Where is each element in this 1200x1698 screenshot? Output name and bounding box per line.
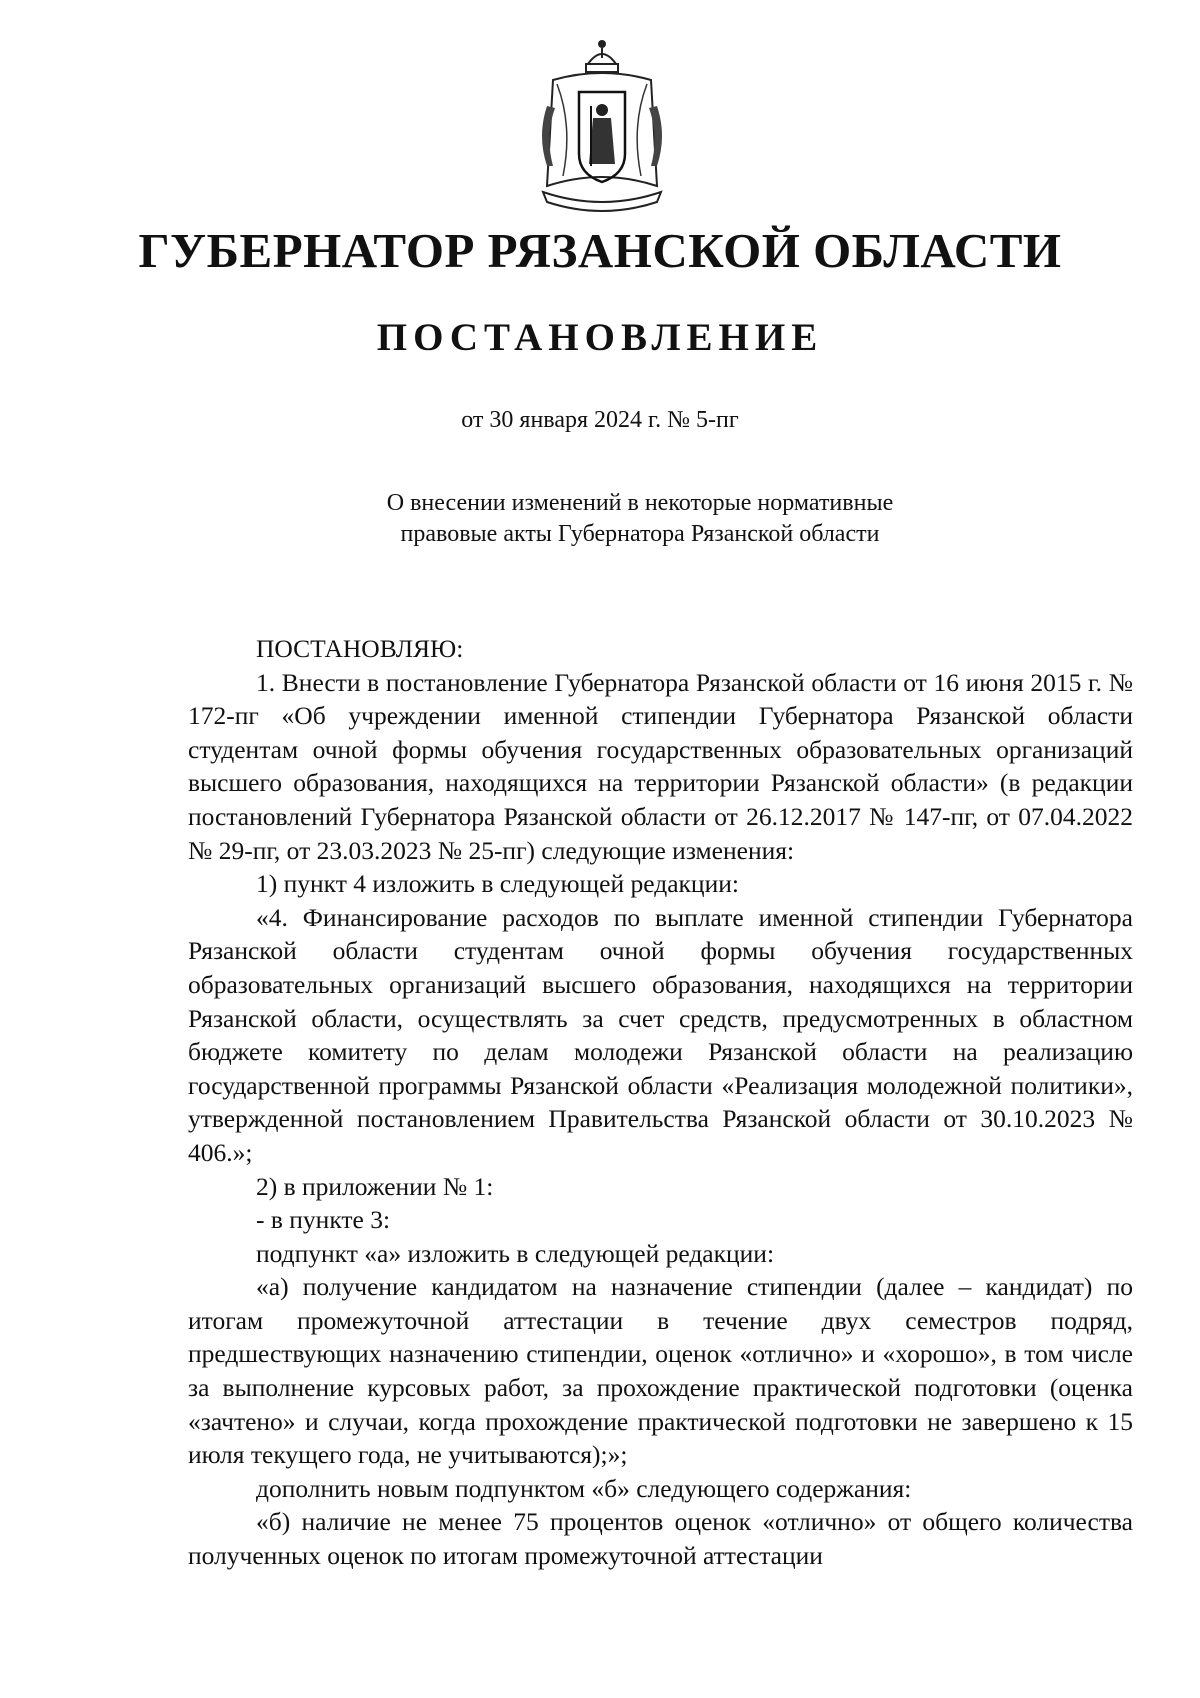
body-paragraph: 1) пункт 4 изложить в следующей редакции: xyxy=(256,869,739,899)
body-paragraph: дополнить новым подпунктом «б» следующего содержания: xyxy=(256,1473,912,1503)
body-paragraph: - в пункте 3: xyxy=(256,1205,391,1235)
ryazan-coat-of-arms-icon xyxy=(533,36,671,216)
subject-line: правовые акты Губернатора Рязанской области xyxy=(400,521,880,547)
body-paragraph: подпункт «а» изложить в следующей редакции: xyxy=(256,1238,775,1268)
body-paragraph: «4. Финансирование расходов по выплате именной стипендии Губернатора Рязанской области студентам очной формы обучения государственных образовательных организаций высшего образования, находящихся на территории Рязанской области, осуществлять за счет средств, предусмотренных в областном бюджете комитету по делам молодежи Рязанской области на реализацию государственной программы Рязанской области «Реализация молодежной политики», утвержденной постановлением Правительства Рязанской области от 30.10.2023 № 406.»; xyxy=(188,902,1133,1167)
issuing-authority-title: ГУБЕРНАТОР РЯЗАНСКОЙ ОБЛАСТИ xyxy=(138,223,1062,278)
body-paragraph: 2) в приложении № 1: xyxy=(256,1171,494,1201)
body-paragraph: 1. Внести в постановление Губернатора Рязанской области от 16 июня 2015 г. № 172-пг «Об учреждении именной стипендии Губернатора Рязанской области студентам очной формы обучения государственных образовательных организаций высшего образования, находящихся на территории Рязанской области» (в редакции постановлений Губернатора Рязанской области от 26.12.2017 № 147-пг, от 07.04.2022 № 29-пг, от 23.03.2023 № 25-пг) следующие изменения: xyxy=(188,667,1133,865)
document-date-number: от 30 января 2024 г. № 5-пг xyxy=(461,407,739,433)
document-subject xyxy=(340,488,940,550)
document-type-title: ПОСТАНОВЛЕНИЕ xyxy=(376,316,824,359)
decree-opening: ПОСТАНОВЛЯЮ: xyxy=(256,634,464,663)
body-paragraph: «б) наличие не менее 75 процентов оценок «отлично» от общего количества полученных оценок по итогам промежуточной аттестации xyxy=(188,1507,1133,1571)
document-body xyxy=(188,632,1133,1573)
body-paragraph: «а) получение кандидатом на назначение стипендии (далее – кандидат) по итогам промежуточной аттестации в течение двух семестров подряд, предшествующих назначению стипендии, оценок «отлично» и «хорошо», в том числе за выполнение курсовых работ, за прохождение практической подготовки (оценка «зачтено» и случаи, когда прохождение практической подготовки не завершено к 15 июля текущего года, не учитываются);»; xyxy=(188,1272,1133,1470)
subject-line: О внесении изменений в некоторые нормативные xyxy=(386,490,894,516)
